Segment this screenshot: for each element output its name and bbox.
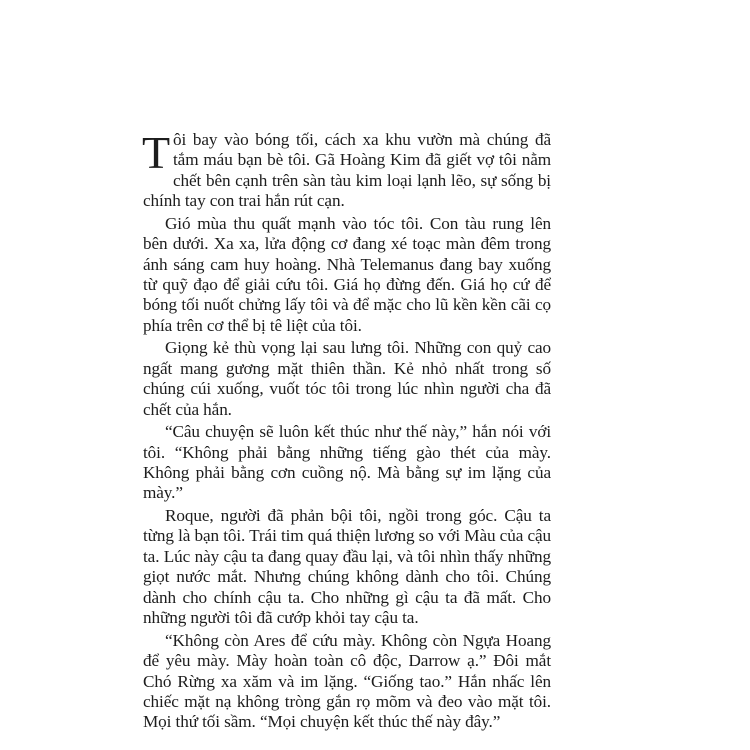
paragraph: Gió mùa thu quất mạnh vào tóc tôi. Con tàu rung lên bên dưới. Xa xa, lửa động cơ đang xé toạc màn đêm trong ánh sáng cam huy hoàng. Nhà Telemanus đang bay xuống từ quỹ đạo để giải cứu tôi. Giá họ đừng đến. Giá họ cứ để bóng tối nuốt chửng lấy tôi và để mặc cho lũ kền kền cãi cọ phía trên cơ thể bị tê liệt của tôi. (143, 213, 551, 335)
opening-paragraph (142, 127, 551, 212)
paragraph: Giọng kẻ thù vọng lại sau lưng tôi. Những con quỷ cao ngất mang gương mặt thiên thần. Kẻ nhỏ nhất trong số chúng cúi xuống, vuốt tóc tôi trong lúc nhìn người cha đã chết của hắn. (143, 338, 551, 419)
paragraph: “Không còn Ares để cứu mày. Không còn Ngựa Hoang để yêu mày. Mày hoàn toàn cô độc, Darrow ạ.” Đôi mắt Chó Rừng xa xăm và im lặng. “Giống tao.” Hắn nhấc lên chiếc mặt nạ không tròng gắn rọ mõm và đeo vào mặt tôi. Mọi thứ tối sầm. “Mọi chuyện kết thúc thế này đây.” (143, 630, 551, 732)
drop-cap: T (142, 127, 170, 178)
opening-paragraph-text: ôi bay vào bóng tối, cách xa khu vườn mà chúng đã tắm máu bạn bè tôi. Gã Hoàng Kim đã giết vợ tôi nằm chết bên cạnh trên sàn tàu kim loại lạnh lẽo, sự sống bị chính tay con trai hắn rút cạn. (143, 130, 551, 211)
body-text (142, 127, 551, 735)
paragraph: “Câu chuyện sẽ luôn kết thúc như thế này,” hắn nói với tôi. “Không phải bằng những tiếng gào thét của mày. Không phải bằng cơn cuồng nộ. Mà bằng sự im lặng của mày.” (143, 422, 551, 503)
paragraph: Roque, người đã phản bội tôi, ngồi trong góc. Cậu ta từng là bạn tôi. Trái tim quá thiện lương so với Màu của cậu ta. Lúc này cậu ta đang quay đầu lại, và tôi nhìn thấy những giọt nước mắt. Nhưng chúng không dành cho tôi. Chúng dành cho chính cậu ta. Cho những gì cậu ta đã mất. Cho những người tôi đã cướp khỏi tay cậu ta. (143, 506, 551, 628)
